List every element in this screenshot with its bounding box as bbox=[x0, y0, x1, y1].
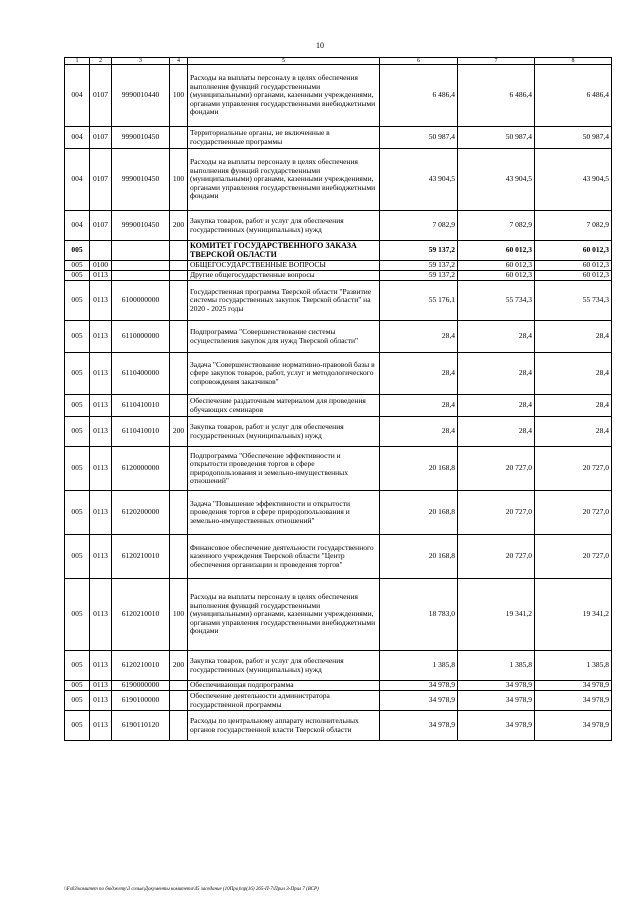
target-article-cell: 9990010450 bbox=[112, 149, 170, 211]
amount-col6-cell: 28,4 bbox=[380, 417, 458, 447]
table-row bbox=[65, 395, 612, 417]
item-name-cell: ОБЩЕГОСУДАРСТВЕННЫЕ ВОПРОСЫ bbox=[188, 261, 380, 271]
amount-col8-cell: 55 734,3 bbox=[535, 281, 612, 321]
expense-type-cell bbox=[170, 281, 188, 321]
amount-col8-cell: 19 341,2 bbox=[535, 579, 612, 651]
table-row bbox=[65, 149, 612, 211]
section-code-cell: 005 bbox=[65, 281, 90, 321]
file-path-footer: \\Fs03\комитет по бюджету\3 созыв\Документы комитета\45 заседание (10Про)\пр(16) 265-П-7\Прил 3-Прил 7 (ВСР) bbox=[64, 887, 319, 892]
amount-col8-cell: 60 012,3 bbox=[535, 241, 612, 261]
amount-col7-cell: 6 486,4 bbox=[458, 65, 535, 127]
subsection-code-cell: 0113 bbox=[90, 535, 112, 579]
target-article-cell: 6110410010 bbox=[112, 395, 170, 417]
target-article-cell bbox=[112, 241, 170, 261]
target-article-cell: 6110000000 bbox=[112, 321, 170, 353]
target-article-cell: 6110400000 bbox=[112, 353, 170, 395]
amount-col7-cell: 28,4 bbox=[458, 395, 535, 417]
item-name-cell: Обеспечивающая подпрограмма bbox=[188, 681, 380, 691]
expense-type-cell bbox=[170, 261, 188, 271]
table-row bbox=[65, 417, 612, 447]
item-name-cell: Финансовое обеспечение деятельности государственного казенного учреждения Тверской области "Центр обеспечения организации и проведения торгов" bbox=[188, 535, 380, 579]
amount-col7-cell: 60 012,3 bbox=[458, 241, 535, 261]
amount-col8-cell: 43 904,5 bbox=[535, 149, 612, 211]
amount-col8-cell: 60 012,3 bbox=[535, 271, 612, 281]
table-row bbox=[65, 681, 612, 691]
expense-type-cell: 200 bbox=[170, 211, 188, 241]
amount-col8-cell: 20 727,0 bbox=[535, 491, 612, 535]
amount-col8-cell: 6 486,4 bbox=[535, 65, 612, 127]
item-name-cell: Задача "Совершенствование нормативно-правовой базы в сфере закупок товаров, работ, услуг и методологического сопровождения заказчиков" bbox=[188, 353, 380, 395]
target-article-cell: 6120200000 bbox=[112, 491, 170, 535]
amount-col6-cell: 20 168,8 bbox=[380, 535, 458, 579]
amount-col6-cell: 43 904,5 bbox=[380, 149, 458, 211]
expense-type-cell: 100 bbox=[170, 65, 188, 127]
subsection-code-cell: 0100 bbox=[90, 261, 112, 271]
amount-col6-cell: 28,4 bbox=[380, 321, 458, 353]
table-row bbox=[65, 281, 612, 321]
subsection-code-cell: 0113 bbox=[90, 417, 112, 447]
table-row bbox=[65, 211, 612, 241]
target-article-cell: 6120210010 bbox=[112, 651, 170, 681]
subsection-code-cell: 0113 bbox=[90, 579, 112, 651]
amount-col7-cell: 43 904,5 bbox=[458, 149, 535, 211]
table-row bbox=[65, 711, 612, 741]
expense-type-cell bbox=[170, 241, 188, 261]
column-number: 8 bbox=[535, 58, 612, 65]
amount-col6-cell: 7 082,9 bbox=[380, 211, 458, 241]
expense-type-cell bbox=[170, 711, 188, 741]
table-row bbox=[65, 241, 612, 261]
target-article-cell: 9990010440 bbox=[112, 65, 170, 127]
section-code-cell: 005 bbox=[65, 535, 90, 579]
amount-col7-cell: 60 012,3 bbox=[458, 271, 535, 281]
expense-type-cell bbox=[170, 321, 188, 353]
amount-col6-cell: 59 137,2 bbox=[380, 241, 458, 261]
subsection-code-cell: 0113 bbox=[90, 711, 112, 741]
amount-col6-cell: 50 987,4 bbox=[380, 127, 458, 149]
column-number: 2 bbox=[90, 58, 112, 65]
amount-col6-cell: 18 783,0 bbox=[380, 579, 458, 651]
table-row bbox=[65, 271, 612, 281]
expense-type-cell bbox=[170, 535, 188, 579]
amount-col8-cell: 34 978,9 bbox=[535, 681, 612, 691]
table-row bbox=[65, 321, 612, 353]
expense-type-cell: 200 bbox=[170, 651, 188, 681]
item-name-cell: Расходы на выплаты персоналу в целях обеспечения выполнения функций государственными (муниципальными) органами, казенными учреждениями, органами управления государственными внебюджетными фондами bbox=[188, 65, 380, 127]
amount-col8-cell: 50 987,4 bbox=[535, 127, 612, 149]
amount-col7-cell: 34 978,9 bbox=[458, 711, 535, 741]
amount-col7-cell: 1 385,8 bbox=[458, 651, 535, 681]
column-number: 4 bbox=[170, 58, 188, 65]
section-code-cell: 005 bbox=[65, 241, 90, 261]
subsection-code-cell: 0113 bbox=[90, 271, 112, 281]
section-code-cell: 004 bbox=[65, 127, 90, 149]
section-code-cell: 005 bbox=[65, 447, 90, 491]
target-article-cell: 9990010450 bbox=[112, 211, 170, 241]
subsection-code-cell: 0113 bbox=[90, 447, 112, 491]
item-name-cell: Закупка товаров, работ и услуг для обеспечения государственных (муниципальных) нужд bbox=[188, 417, 380, 447]
item-name-cell: Обеспечение деятельности администратора государственной программы bbox=[188, 691, 380, 711]
amount-col6-cell: 20 168,8 bbox=[380, 447, 458, 491]
subsection-code-cell: 0107 bbox=[90, 65, 112, 127]
amount-col8-cell: 28,4 bbox=[535, 353, 612, 395]
subsection-code-cell: 0107 bbox=[90, 211, 112, 241]
amount-col7-cell: 28,4 bbox=[458, 417, 535, 447]
section-code-cell: 005 bbox=[65, 681, 90, 691]
section-code-cell: 005 bbox=[65, 417, 90, 447]
amount-col6-cell: 1 385,8 bbox=[380, 651, 458, 681]
expense-type-cell bbox=[170, 491, 188, 535]
amount-col6-cell: 34 978,9 bbox=[380, 711, 458, 741]
item-name-cell: Расходы на выплаты персоналу в целях обеспечения выполнения функций государственными (муниципальными) органами, казенными учреждениями, органами управления государственными внебюджетными фондами bbox=[188, 149, 380, 211]
subsection-code-cell: 0113 bbox=[90, 491, 112, 535]
expense-type-cell: 100 bbox=[170, 149, 188, 211]
amount-col6-cell: 55 176,1 bbox=[380, 281, 458, 321]
section-code-cell: 005 bbox=[65, 321, 90, 353]
expense-type-cell bbox=[170, 447, 188, 491]
subsection-code-cell: 0113 bbox=[90, 395, 112, 417]
amount-col7-cell: 60 012,3 bbox=[458, 261, 535, 271]
amount-col7-cell: 50 987,4 bbox=[458, 127, 535, 149]
expense-type-cell bbox=[170, 395, 188, 417]
table-row bbox=[65, 579, 612, 651]
section-code-cell: 005 bbox=[65, 711, 90, 741]
column-number: 3 bbox=[112, 58, 170, 65]
amount-col7-cell: 20 727,0 bbox=[458, 491, 535, 535]
table-row bbox=[65, 353, 612, 395]
subsection-code-cell: 0107 bbox=[90, 127, 112, 149]
section-code-cell: 005 bbox=[65, 395, 90, 417]
table-row bbox=[65, 491, 612, 535]
section-code-cell: 005 bbox=[65, 271, 90, 281]
section-code-cell: 005 bbox=[65, 579, 90, 651]
amount-col6-cell: 59 137,2 bbox=[380, 261, 458, 271]
subsection-code-cell bbox=[90, 241, 112, 261]
subsection-code-cell: 0113 bbox=[90, 321, 112, 353]
column-number: 5 bbox=[188, 58, 380, 65]
amount-col6-cell: 59 137,2 bbox=[380, 271, 458, 281]
section-code-cell: 005 bbox=[65, 353, 90, 395]
table-row bbox=[65, 651, 612, 681]
subsection-code-cell: 0107 bbox=[90, 149, 112, 211]
item-name-cell: Расходы по центральному аппарату исполнительных органов государственной власти Тверской области bbox=[188, 711, 380, 741]
item-name-cell: Территориальные органы, не включенные в государственные программы bbox=[188, 127, 380, 149]
amount-col7-cell: 34 978,9 bbox=[458, 691, 535, 711]
section-code-cell: 005 bbox=[65, 691, 90, 711]
section-code-cell: 005 bbox=[65, 261, 90, 271]
amount-col8-cell: 1 385,8 bbox=[535, 651, 612, 681]
table-row bbox=[65, 535, 612, 579]
target-article-cell: 6120210010 bbox=[112, 579, 170, 651]
amount-col7-cell: 34 978,9 bbox=[458, 681, 535, 691]
expense-type-cell bbox=[170, 271, 188, 281]
amount-col6-cell: 20 168,8 bbox=[380, 491, 458, 535]
subsection-code-cell: 0113 bbox=[90, 651, 112, 681]
amount-col6-cell: 6 486,4 bbox=[380, 65, 458, 127]
section-code-cell: 004 bbox=[65, 149, 90, 211]
target-article-cell: 6120000000 bbox=[112, 447, 170, 491]
table-row bbox=[65, 127, 612, 149]
expense-type-cell bbox=[170, 127, 188, 149]
subsection-code-cell: 0113 bbox=[90, 691, 112, 711]
section-code-cell: 005 bbox=[65, 651, 90, 681]
table-row bbox=[65, 691, 612, 711]
amount-col8-cell: 28,4 bbox=[535, 417, 612, 447]
amount-col8-cell: 34 978,9 bbox=[535, 691, 612, 711]
amount-col6-cell: 34 978,9 bbox=[380, 691, 458, 711]
amount-col7-cell: 20 727,0 bbox=[458, 535, 535, 579]
table-row bbox=[65, 447, 612, 491]
section-code-cell: 005 bbox=[65, 491, 90, 535]
item-name-cell: Закупка товаров, работ и услуг для обеспечения государственных (муниципальных) нужд bbox=[188, 651, 380, 681]
item-name-cell: Другие общегосударственные вопросы bbox=[188, 271, 380, 281]
expense-type-cell: 200 bbox=[170, 417, 188, 447]
amount-col8-cell: 28,4 bbox=[535, 395, 612, 417]
amount-col7-cell: 28,4 bbox=[458, 353, 535, 395]
column-number: 1 bbox=[65, 58, 90, 65]
page-number: 10 bbox=[316, 41, 324, 50]
budget-table bbox=[64, 57, 612, 741]
item-name-cell: Расходы на выплаты персоналу в целях обеспечения выполнения функций государственными (муниципальными) органами, казенными учреждениями, органами управления государственными внебюджетными фондами bbox=[188, 579, 380, 651]
table-row bbox=[65, 65, 612, 127]
amount-col8-cell: 34 978,9 bbox=[535, 711, 612, 741]
column-number-row bbox=[65, 58, 612, 65]
column-number: 6 bbox=[380, 58, 458, 65]
amount-col8-cell: 20 727,0 bbox=[535, 535, 612, 579]
target-article-cell: 6190100000 bbox=[112, 691, 170, 711]
item-name-cell: Закупка товаров, работ и услуг для обеспечения государственных (муниципальных) нужд bbox=[188, 211, 380, 241]
item-name-cell: КОМИТЕТ ГОСУДАРСТВЕННОГО ЗАКАЗА ТВЕРСКОЙ ОБЛАСТИ bbox=[188, 241, 380, 261]
section-code-cell: 004 bbox=[65, 65, 90, 127]
amount-col7-cell: 20 727,0 bbox=[458, 447, 535, 491]
table-row bbox=[65, 261, 612, 271]
amount-col8-cell: 28,4 bbox=[535, 321, 612, 353]
amount-col8-cell: 7 082,9 bbox=[535, 211, 612, 241]
target-article-cell: 6190110120 bbox=[112, 711, 170, 741]
target-article-cell bbox=[112, 261, 170, 271]
expense-type-cell bbox=[170, 353, 188, 395]
target-article-cell bbox=[112, 271, 170, 281]
section-code-cell: 004 bbox=[65, 211, 90, 241]
amount-col8-cell: 20 727,0 bbox=[535, 447, 612, 491]
item-name-cell: Государственная программа Тверской области "Развитие системы государственных закупок Тверской области" на 2020 - 2025 годы bbox=[188, 281, 380, 321]
subsection-code-cell: 0113 bbox=[90, 681, 112, 691]
item-name-cell: Подпрограмма "Обеспечение эффективности и открытости проведения торгов в сфере природопользования и земельно-имущественных отношений" bbox=[188, 447, 380, 491]
expense-type-cell: 100 bbox=[170, 579, 188, 651]
amount-col7-cell: 7 082,9 bbox=[458, 211, 535, 241]
table-body bbox=[65, 58, 612, 741]
subsection-code-cell: 0113 bbox=[90, 281, 112, 321]
expense-type-cell bbox=[170, 691, 188, 711]
expense-type-cell bbox=[170, 681, 188, 691]
target-article-cell: 6190000000 bbox=[112, 681, 170, 691]
amount-col7-cell: 28,4 bbox=[458, 321, 535, 353]
target-article-cell: 6110410010 bbox=[112, 417, 170, 447]
amount-col7-cell: 55 734,3 bbox=[458, 281, 535, 321]
item-name-cell: Подпрограмма "Совершенствование системы осуществления закупок для нужд Тверской области" bbox=[188, 321, 380, 353]
amount-col7-cell: 19 341,2 bbox=[458, 579, 535, 651]
column-number: 7 bbox=[458, 58, 535, 65]
target-article-cell: 9990010450 bbox=[112, 127, 170, 149]
item-name-cell: Задача "Повышение эффективности и открытости проведения торгов в сфере природопользования и земельно-имущественных отношений" bbox=[188, 491, 380, 535]
amount-col6-cell: 28,4 bbox=[380, 395, 458, 417]
amount-col8-cell: 60 012,3 bbox=[535, 261, 612, 271]
item-name-cell: Обеспечение раздаточным материалом для проведения обучающих семинаров bbox=[188, 395, 380, 417]
amount-col6-cell: 34 978,9 bbox=[380, 681, 458, 691]
amount-col6-cell: 28,4 bbox=[380, 353, 458, 395]
subsection-code-cell: 0113 bbox=[90, 353, 112, 395]
target-article-cell: 6100000000 bbox=[112, 281, 170, 321]
target-article-cell: 6120210010 bbox=[112, 535, 170, 579]
